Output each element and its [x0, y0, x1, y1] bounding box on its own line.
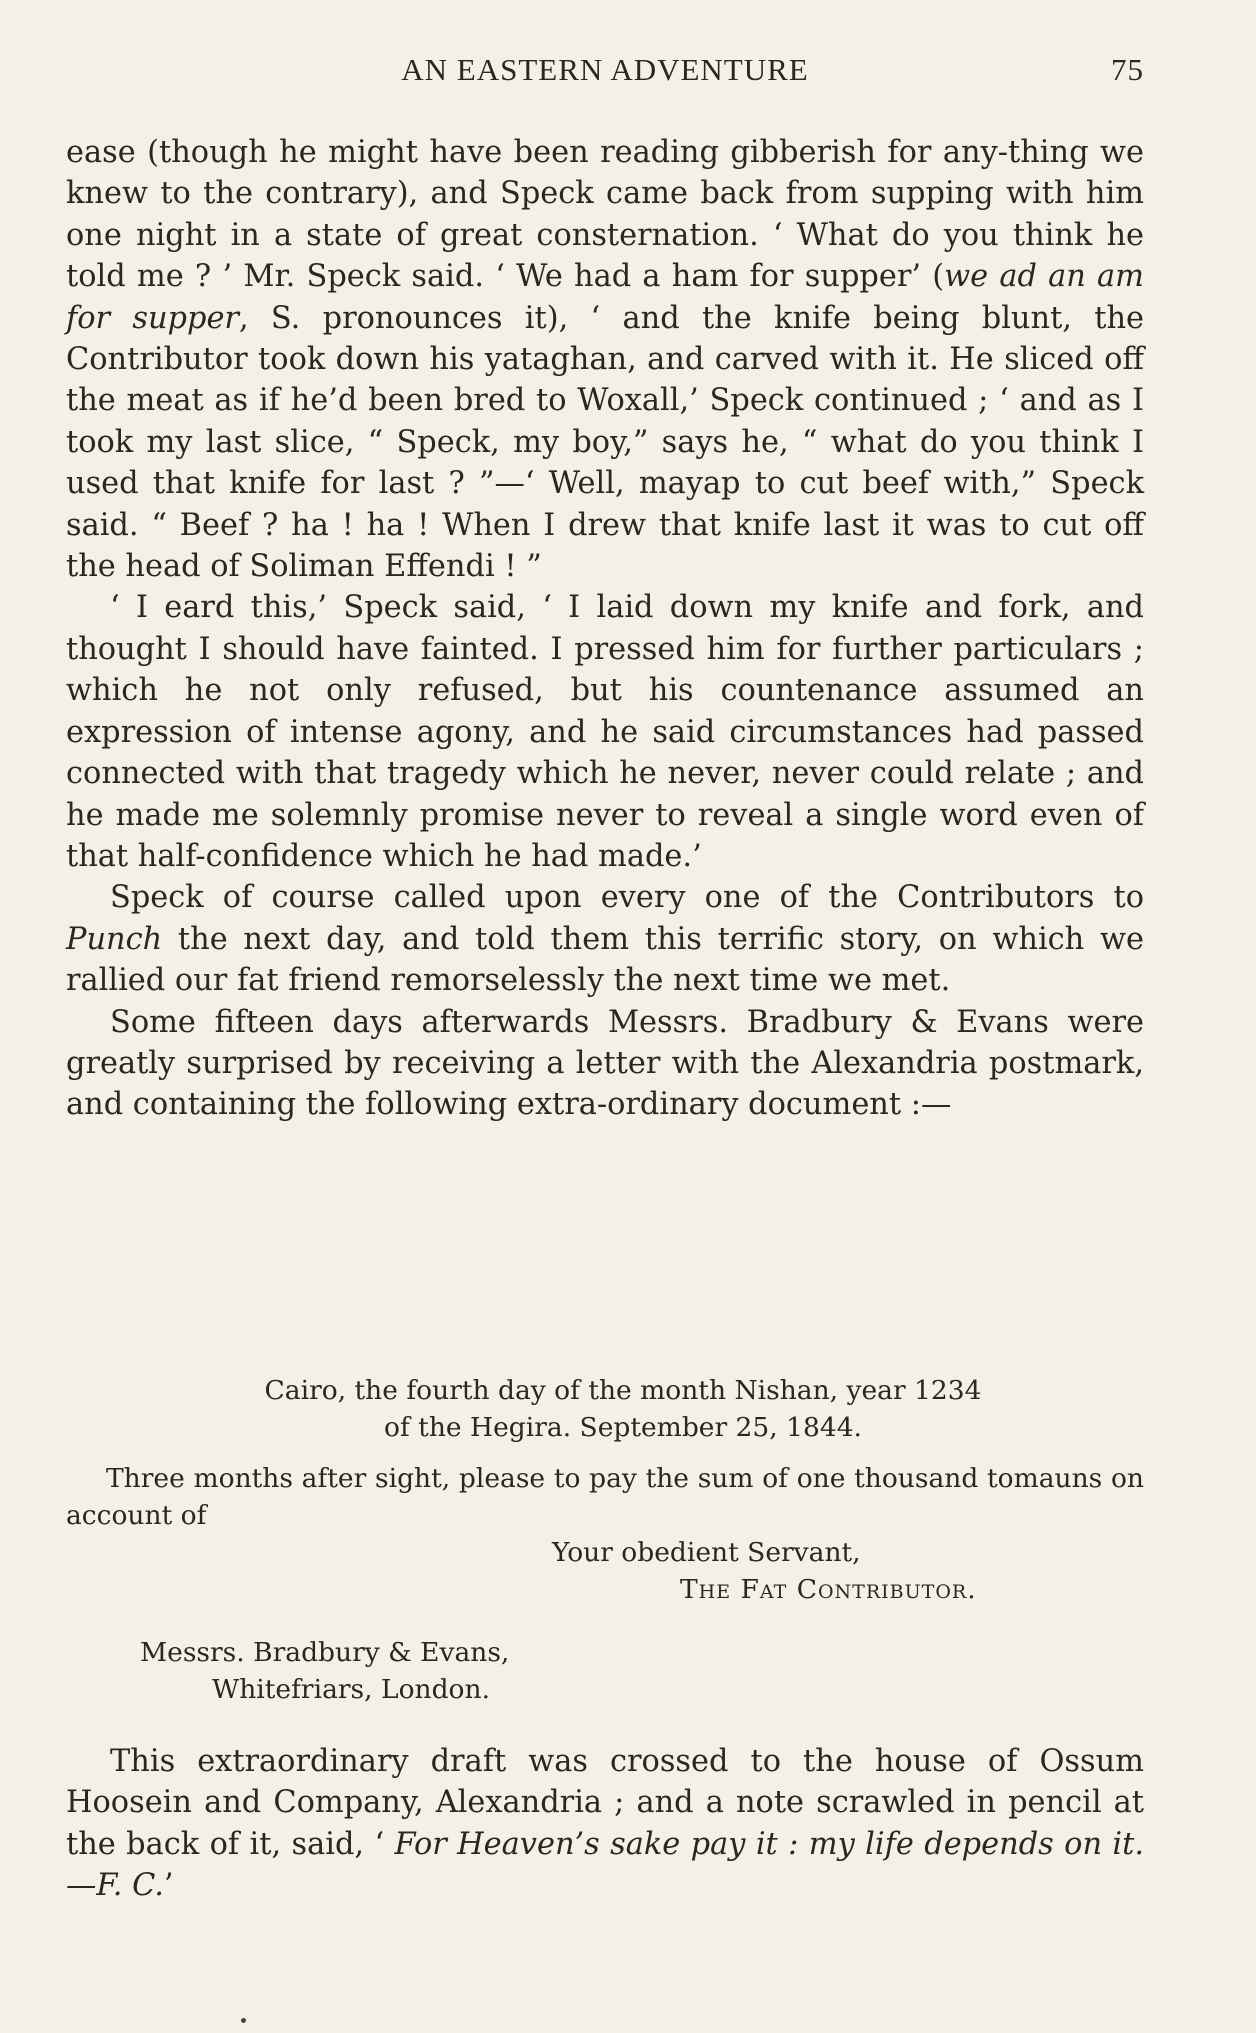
italic-run: Punch — [66, 921, 163, 957]
draft-document — [66, 1372, 1144, 1708]
text-run: Speck of course called upon every one of the Contributors to — [110, 880, 1144, 916]
text-run: Some fifteen days afterwards Messrs. Bradbury & Evans were greatly surprised by receiving a letter with the Alexandria postmark, and containing the following extra-ordinary document :— — [66, 1004, 1144, 1123]
print-speck — [241, 2018, 246, 2023]
draft-dateline-2: of the Hegira. September 25, 1844. — [384, 1412, 862, 1443]
draft-address-line-2: Whitefriars, London. — [212, 1674, 491, 1705]
text-run: ease (though he might have been reading gibberish for any-thing we knew to the contrary), and Speck came back from supping with him one night in a state of great consternation. ‘ What do you think he told me ? ’ Mr. Speck said. ‘ We had a ham for supper’ ( — [66, 135, 1144, 295]
body-text — [66, 132, 1144, 1126]
paragraph-4 — [66, 1002, 1144, 1126]
paragraph-1 — [66, 132, 1144, 587]
paragraph-3 — [66, 877, 1144, 1001]
draft-request: Three months after sight, please to pay the sum of one thousand tomauns on account of — [66, 1463, 1144, 1531]
page-number: 75 — [1111, 52, 1144, 87]
italic-run: For Heaven’s sake pay it : my life depends on it.—F. C. — [66, 1826, 1145, 1904]
closing-paragraph — [66, 1741, 1144, 1907]
text-run: ‘ I eard this,’ Speck said, ‘ I laid down my knife and fork, and thought I should have fainted. I pressed him for further particulars ; which he not only refused, but his countenance assumed an expression of intense agony, and he said circumstances had passed connected with that tragedy which he never, never could relate ; and he made me solemnly promise never to reveal a single word even of that half-confidence which he had made.’ — [66, 590, 1144, 874]
text-run: ’ — [163, 1868, 174, 1904]
closing-text — [66, 1741, 1144, 1907]
text-run: the next day, and told them this terrific story, on which we rallied our fat friend remorselessly the next time we met. — [66, 921, 1144, 999]
running-head — [66, 52, 1144, 92]
text-run: , S. pronounces it), ‘ and the knife being blunt, the Contributor took down his yataghan, and carved with it. He sliced off the meat as if he’d been bred to Woxall,’ Speck continued ; ‘ and as I took my last slice, “ Speck, my boy,” says he, “ what do you think I used that knife for last ? ”—‘ Well, mayap to cut beef with,” Speck said. “ Beef ? ha ! ha ! When I drew that knife last it was to cut off the head of Soliman Effendi ! ” — [66, 300, 1145, 585]
draft-signature-line-2: The Fat Contributor. — [680, 1574, 977, 1605]
draft-dateline-1: Cairo, the fourth day of the month Nishan, year 1234 — [264, 1375, 982, 1406]
draft-address-line-1: Messrs. Bradbury & Evans, — [140, 1637, 510, 1668]
text-run: This extraordinary draft was crossed to the house of Ossum Hoosein and Company, Alexandria ; and a note scrawled in pencil at the back of it, said, ‘ — [66, 1744, 1144, 1862]
draft-signature-line-1: Your obedient Servant, — [552, 1537, 861, 1568]
running-head-title: AN EASTERN ADVENTURE — [401, 52, 809, 87]
paragraph-2 — [66, 587, 1144, 877]
italic-run: we ad an am for supper — [66, 259, 1144, 336]
